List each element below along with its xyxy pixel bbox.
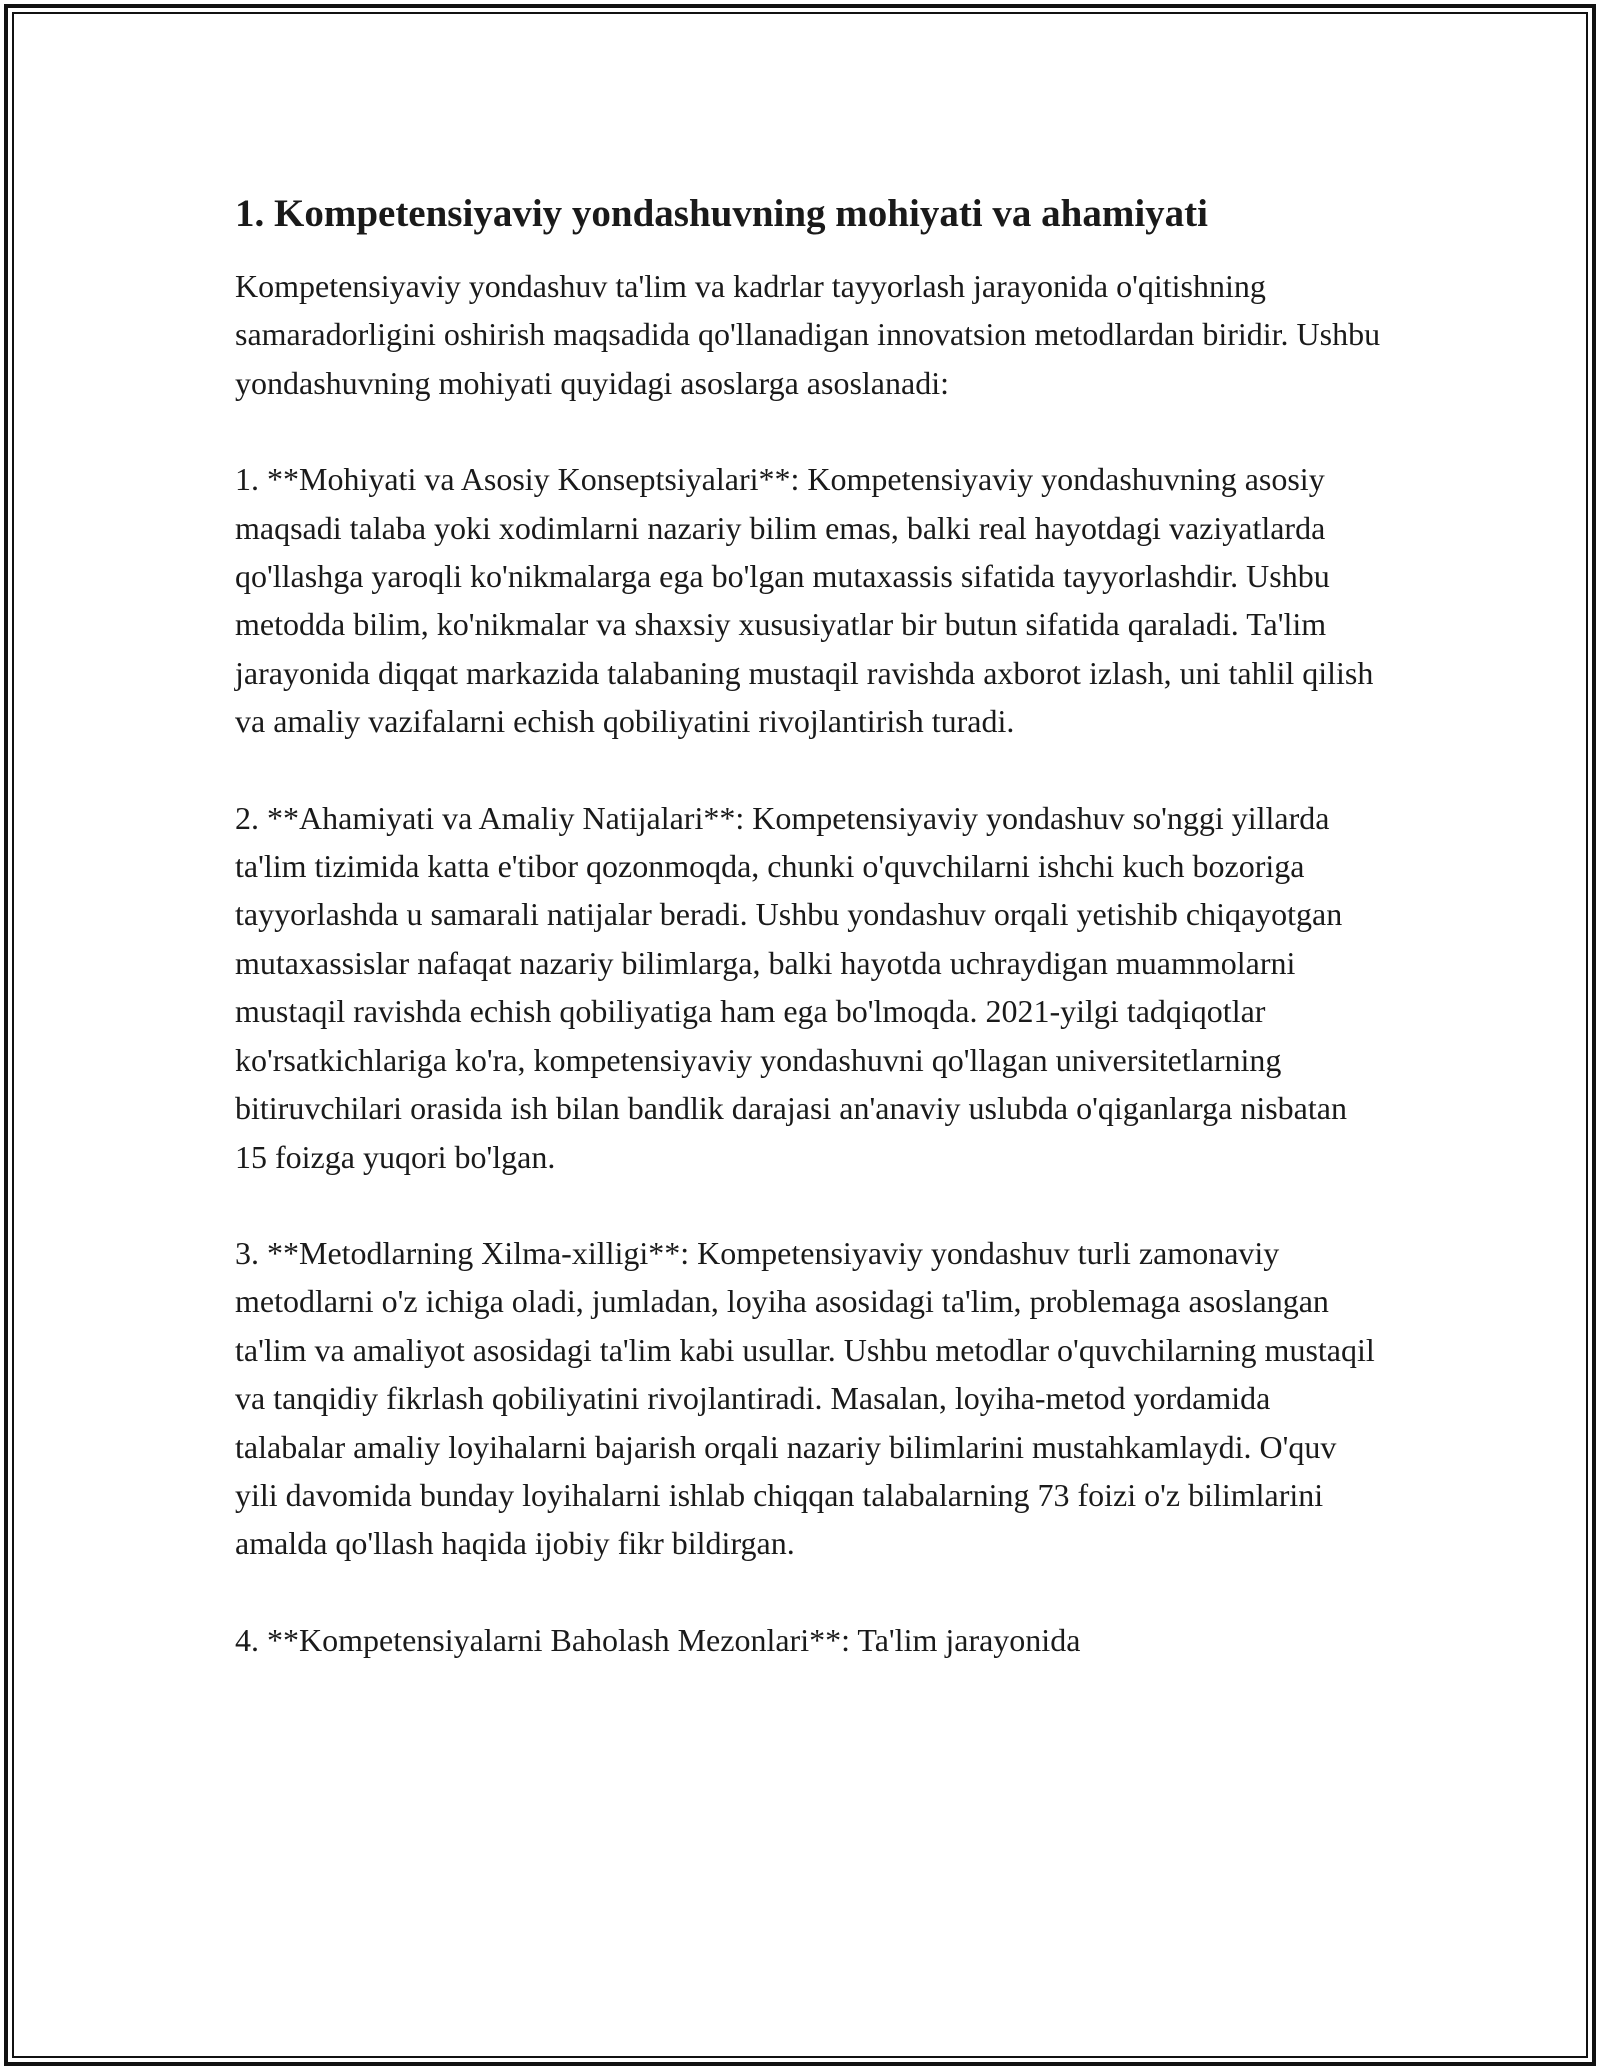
paragraph-item-3: 3. **Metodlarning Xilma-xilligi**: Kompetensiyaviy yondashuv turli zamonaviy metodlarni o'z ichiga oladi, jumladan, loyiha asosidagi ta'lim, problemaga asoslangan ta'lim va amaliyot asosidagi ta'lim kabi usullar. Ushbu metodlar o'quvchilarning mustaqil va tanqidiy fikrlash qobiliyatini rivojlantiradi. Masalan, loyiha-metod yordamida talabalar amaliy loyihalarni bajarish orqali nazariy bilimlarini mustahkamlaydi. O'quv yili davomida bunday loyihalarni ishlab chiqqan talabalarning 73 foizi o'z bilimlarini amalda qo'llash haqida ijobiy fikr bildirgan. — [235, 1234, 1375, 1562]
paragraph-item-4: 4. **Kompetensiyalarni Baholash Mezonlari**: Ta'lim jarayonida — [235, 1621, 1081, 1658]
section-title: 1. Kompetensiyaviy yondashuvning mohiyati va ahamiyati — [235, 192, 1208, 235]
paragraph-item-2: 2. **Ahamiyati va Amaliy Natijalari**: Kompetensiyaviy yondashuv so'nggi yillarda ta'lim tizimida katta e'tibor qozonmoqda, chunki o'quvchilarni ishchi kuch bozoriga tayyorlashda u samarali natijalar beradi. Ushbu yondashuv orqali yetishib chiqayotgan mutaxassislar nafaqat nazariy bilimlarga, balki hayotda uchraydigan muammolarni mustaqil ravishda echish qobiliyatiga ham ega bo'lmoqda. 2021-yilgi tadqiqotlar ko'rsatkichlariga ko'ra, kompetensiyaviy yondashuvni qo'llagan universitetlarning bitiruvchilari orasida ish bilan bandlik darajasi an'anaviy uslubda o'qiganlarga nisbatan 15 foizga yuqori bo'lgan. — [235, 799, 1347, 1175]
paragraph-item-1: 1. **Mohiyati va Asosiy Konseptsiyalari**: Kompetensiyaviy yondashuvning asosiy maqsadi talaba yoki xodimlarni nazariy bilim emas, balki real hayotdagi vaziyatlarda qo'llashga yaroqli ko'nikmalarga ega bo'lgan mutaxassis sifatida tayyorlashdir. Ushbu metodda bilim, ko'nikmalar va shaxsiy xususiyatlar bir butun sifatida qaraladi. Ta'lim jarayonida diqqat markazida talabaning mustaqil ravishda axborot izlash, uni tahlil qilish va amaliy vazifalarni echish qobiliyatini rivojlantirish turadi. — [235, 461, 1374, 740]
paragraph-intro: Kompetensiyaviy yondashuv ta'lim va kadrlar tayyorlash jarayonida o'qitishning samaradorligini oshirish maqsadida qo'llanadigan innovatsion metodlardan biridir. Ushbu yondashuvning mohiyati quyidagi asoslarga asoslanadi: — [235, 268, 1381, 401]
document-body — [235, 186, 1385, 1712]
